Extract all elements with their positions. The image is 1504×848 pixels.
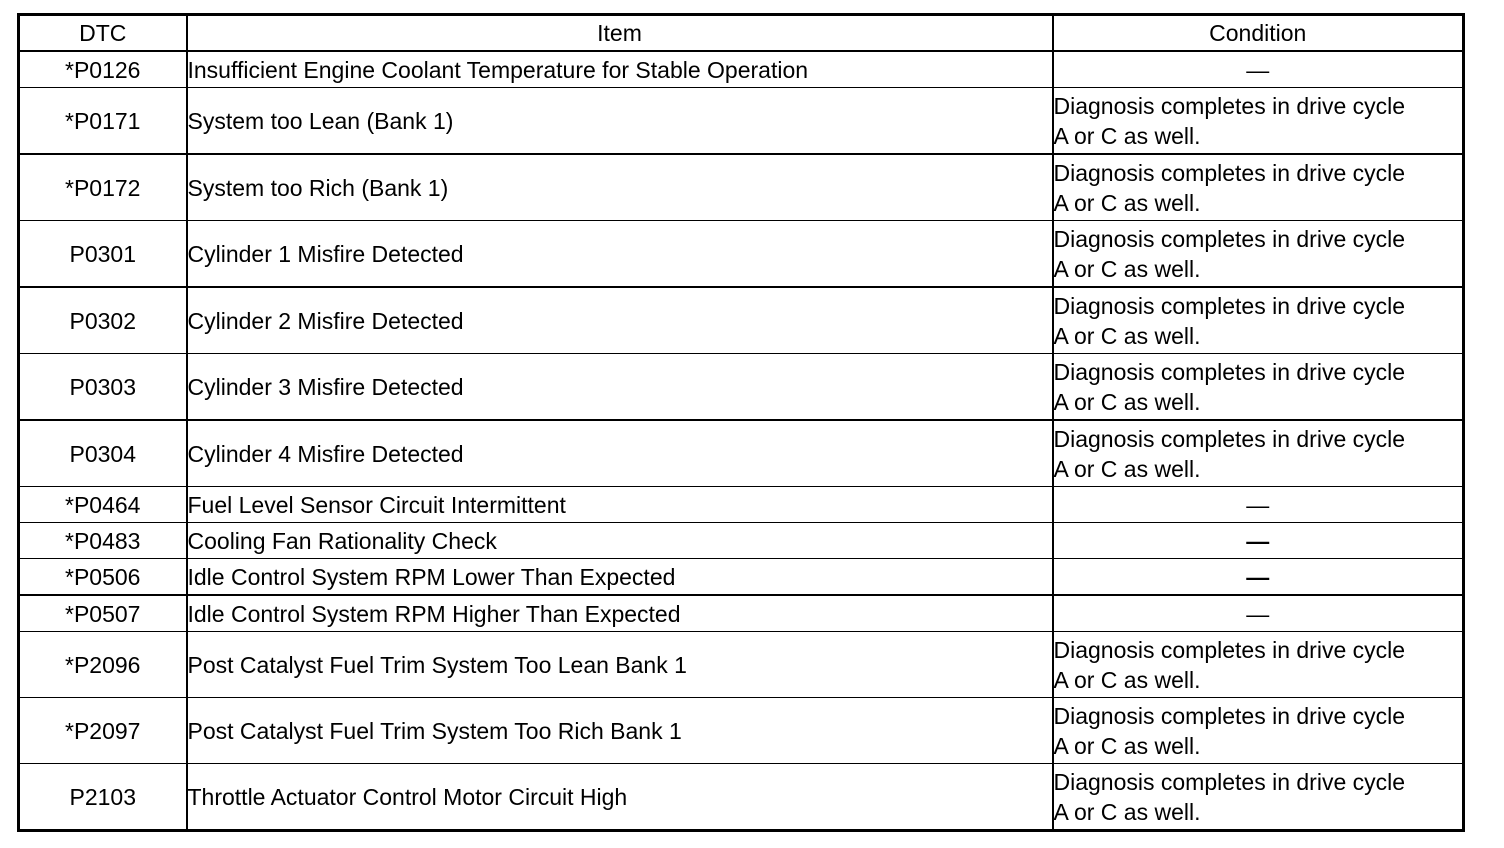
condition-line-2: A or C as well.: [1053, 122, 1201, 149]
table-row: [19, 88, 1464, 155]
condition-line-2: A or C as well.: [1053, 798, 1201, 825]
dtc-condition: [1053, 287, 1464, 354]
table-row: [19, 764, 1464, 831]
dtc-code: *P0507: [19, 595, 187, 632]
dtc-code: P0302: [19, 287, 187, 354]
table-row: [19, 154, 1464, 221]
dtc-item: Cylinder 3 Misfire Detected: [187, 354, 1053, 421]
table-row: [19, 354, 1464, 421]
dtc-code: P0301: [19, 221, 187, 288]
dtc-item: Post Catalyst Fuel Trim System Too Rich Bank 1: [187, 698, 1053, 764]
dtc-condition: [1053, 154, 1464, 221]
table-row: [19, 487, 1464, 523]
condition-line-1: Diagnosis completes in drive cycle: [1053, 225, 1406, 252]
table-row: [19, 698, 1464, 764]
condition-line-1: Diagnosis completes in drive cycle: [1053, 636, 1406, 663]
condition-line-1: —: [1246, 600, 1270, 627]
dtc-code: *P0506: [19, 559, 187, 596]
table-row: [19, 221, 1464, 288]
dtc-item: Cooling Fan Rationality Check: [187, 523, 1053, 559]
header-condition: Condition: [1053, 15, 1464, 52]
header-dtc: DTC: [19, 15, 187, 52]
dtc-code: *P2096: [19, 632, 187, 698]
dtc-code: *P2097: [19, 698, 187, 764]
dtc-code: P0304: [19, 420, 187, 487]
dtc-condition: [1053, 51, 1464, 88]
condition-line-2: A or C as well.: [1053, 322, 1201, 349]
dtc-code: *P0483: [19, 523, 187, 559]
dtc-condition: [1053, 632, 1464, 698]
condition-line-1: Diagnosis completes in drive cycle: [1053, 292, 1406, 319]
dtc-code: *P0171: [19, 88, 187, 155]
dtc-item: System too Lean (Bank 1): [187, 88, 1053, 155]
condition-line-2: A or C as well.: [1053, 666, 1201, 693]
dtc-condition: [1053, 487, 1464, 523]
condition-line-1: —: [1246, 56, 1270, 83]
dtc-item: Idle Control System RPM Lower Than Expected: [187, 559, 1053, 596]
dtc-item: Post Catalyst Fuel Trim System Too Lean Bank 1: [187, 632, 1053, 698]
dtc-code: *P0126: [19, 51, 187, 88]
condition-line-1: —: [1246, 491, 1270, 518]
dtc-item: Fuel Level Sensor Circuit Intermittent: [187, 487, 1053, 523]
dtc-condition: [1053, 88, 1464, 155]
dtc-item: Idle Control System RPM Higher Than Expected: [187, 595, 1053, 632]
condition-line-1: —: [1246, 527, 1270, 554]
dtc-condition: [1053, 354, 1464, 421]
dtc-condition: [1053, 595, 1464, 632]
condition-line-1: —: [1246, 563, 1270, 590]
dtc-item: Throttle Actuator Control Motor Circuit High: [187, 764, 1053, 831]
table-row: [19, 523, 1464, 559]
table-row: [19, 595, 1464, 632]
dtc-item: Insufficient Engine Coolant Temperature for Stable Operation: [187, 51, 1053, 88]
table-row: [19, 559, 1464, 596]
condition-line-1: Diagnosis completes in drive cycle: [1053, 702, 1406, 729]
condition-line-2: A or C as well.: [1053, 255, 1201, 282]
table-header-row: [19, 15, 1464, 52]
table-row: [19, 287, 1464, 354]
table-row: [19, 51, 1464, 88]
dtc-code: *P0172: [19, 154, 187, 221]
condition-line-2: A or C as well.: [1053, 189, 1201, 216]
dtc-code: P2103: [19, 764, 187, 831]
dtc-table: [17, 13, 1465, 832]
dtc-condition: [1053, 420, 1464, 487]
condition-line-1: Diagnosis completes in drive cycle: [1053, 358, 1406, 385]
condition-line-1: Diagnosis completes in drive cycle: [1053, 425, 1406, 452]
condition-line-2: A or C as well.: [1053, 388, 1201, 415]
condition-line-1: Diagnosis completes in drive cycle: [1053, 92, 1406, 119]
dtc-condition: [1053, 764, 1464, 831]
table-row: [19, 632, 1464, 698]
condition-line-1: Diagnosis completes in drive cycle: [1053, 159, 1406, 186]
dtc-condition: [1053, 523, 1464, 559]
dtc-condition: [1053, 559, 1464, 596]
dtc-code: P0303: [19, 354, 187, 421]
header-item: Item: [187, 15, 1053, 52]
table-row: [19, 420, 1464, 487]
condition-line-2: A or C as well.: [1053, 455, 1201, 482]
dtc-condition: [1053, 221, 1464, 288]
dtc-code: *P0464: [19, 487, 187, 523]
dtc-item: Cylinder 4 Misfire Detected: [187, 420, 1053, 487]
dtc-item: Cylinder 1 Misfire Detected: [187, 221, 1053, 288]
dtc-condition: [1053, 698, 1464, 764]
condition-line-2: A or C as well.: [1053, 732, 1201, 759]
dtc-item: System too Rich (Bank 1): [187, 154, 1053, 221]
condition-line-1: Diagnosis completes in drive cycle: [1053, 768, 1406, 795]
dtc-item: Cylinder 2 Misfire Detected: [187, 287, 1053, 354]
